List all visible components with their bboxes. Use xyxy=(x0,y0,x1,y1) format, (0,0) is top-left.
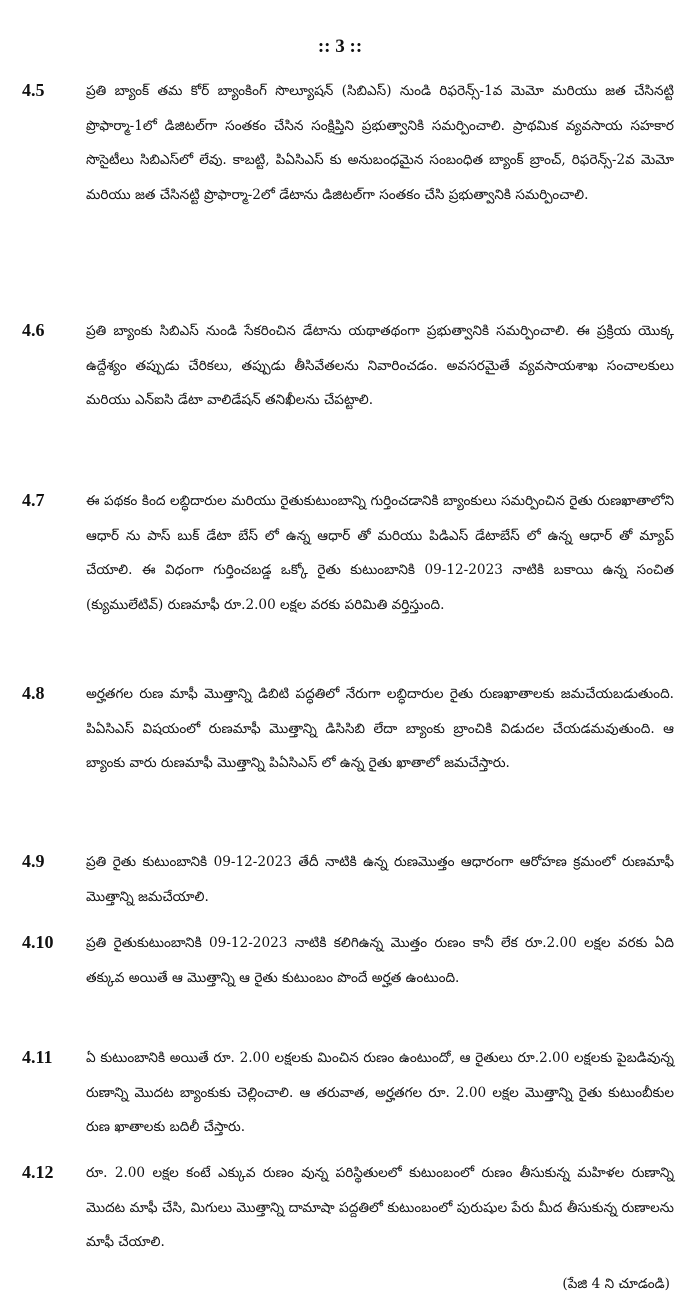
continued-note: (పేజి 4 ని చూడండి) xyxy=(562,1276,670,1292)
section-text: రూ. 2.00 లక్షల కంటే ఎక్కువ రుణం వున్న పరిస్థితులలో కుటుంబంలో రుణం తీసుకున్న మహిళల రుణాన్ని మొదట మాఫీ చేసి, మిగులు మొత్తాన్ని దామాషా పద్దతిలో కుటుంబంలో పురుషుల పేరు మీద తీసుకున్న రుణాలను మాఫీ చేయాలి. xyxy=(86,1165,674,1250)
section-number: 4.10 xyxy=(22,932,54,952)
section-number: 4.12 xyxy=(22,1162,54,1182)
section-number: 4.11 xyxy=(22,1047,53,1067)
section-number: 4.5 xyxy=(22,80,45,100)
section-text: ప్రతి బ్యాంక్ తమ కోర్ బ్యాంకింగ్ సొల్యూషన్ (సిబిఎస్) నుండి రిఫరెన్స్-1వ మెమో మరియు జత చేసినట్టి ప్రొఫార్మా-1లో డిజిటల్‌గా సంతకం చేసిన సంక్షిప్తిని ప్రభుత్వానికి సమర్పించాలి. ప్రాథమిక వ్యవసాయ సహకార సొసైటీలు సిబిఎస్‌లో లేవు. కాబట్టి, పిఏసిఎస్ కు అనుబంధమైన సంబంధిత బ్యాంక్ బ్రాంచ్, రిఫరెన్స్-2వ మెమో మరియు జత చేసినట్టి ప్రొఫార్మా-2లో డేటాను డిజిటల్‌గా సంతకం చేసి ప్రభుత్వానికి సమర్పించాలి. xyxy=(86,83,674,203)
section-number: 4.9 xyxy=(22,851,45,871)
section-number: 4.8 xyxy=(22,683,45,703)
section-number: 4.7 xyxy=(22,490,45,510)
page-number: :: 3 :: xyxy=(317,36,363,57)
section-text: ఈ పథకం కింద లబ్ధిదారుల మరియు రైతుకుటుంబాన్ని గుర్తించడానికి బ్యాంకులు సమర్పించిన రైతు రుణఖాతాలోని ఆధార్ ను పాస్ బుక్ డేటా బేస్ లో ఉన్న ఆధార్ తో మరియు పిడిఎస్ డేటాబేస్ లో ఉన్న ఆధార్ తో మ్యాప్ చేయాలి. ఈ విధంగా గుర్తించబడ్డ ఒక్కో రైతు కుటుంబానికి 09-12-2023 నాటికి బకాయి ఉన్న సంచిత (క్యుములేటివ్) రుణమాఫీ రూ.2.00 లక్షల వరకు పరిమితి వర్తిస్తుంది. xyxy=(86,493,674,613)
section-text: అర్హతగల రుణ మాఫీ మొత్తాన్ని డిబిటి పద్ధతిలో నేరుగా లబ్ధిదారుల రైతు రుణఖాతాలకు జమచేయబడుతుంది. పిఏసిఎస్ విషయంలో రుణమాఫీ మొత్తాన్ని డిసిసిబి లేదా బ్యాంకు బ్రాంచికి విడుదల చేయడమవుతుంది. ఆ బ్యాంకు వారు రుణమాఫీ మొత్తాన్ని పిఏసిఎస్ లో ఉన్న రైతు ఖాతాలో జమచేస్తారు. xyxy=(86,686,674,771)
section-text: ప్రతి రైతు కుటుంబానికి 09-12-2023 తేదీ నాటికి ఉన్న రుణమొత్తం ఆధారంగా ఆరోహణ క్రమంలో రుణమాఫీ మొత్తాన్ని జమచేయాలి. xyxy=(86,854,674,905)
section-text: ఏ కుటుంబానికి అయితే రూ. 2.00 లక్షలకు మించిన రుణం ఉంటుందో, ఆ రైతులు రూ.2.00 లక్షలకు పైబడివున్న రుణాన్ని మొదట బ్యాంకుకు చెల్లించాలి. ఆ తరువాత, అర్హతగల రూ. 2.00 లక్షల మొత్తాన్ని రైతు కుటుంబీకుల రుణ ఖాతాలకు బదిలీ చేస్తారు. xyxy=(86,1050,674,1135)
section-text: ప్రతి రైతుకుటుంబానికి 09-12-2023 నాటికి కలిగిఉన్న మొత్తం రుణం కానీ లేక రూ.2.00 లక్షల వరకు ఏది తక్కువ అయితే ఆ మొత్తాన్ని ఆ రైతు కుటుంబం పొందే అర్హత ఉంటుంది. xyxy=(86,935,674,986)
section-text: ప్రతి బ్యాంకు సిబిఎస్ నుండి సేకరించిన డేటాను యథాతథంగా ప్రభుత్వానికి సమర్పించాలి. ఈ ప్రక్రియ యొక్క ఉద్దేశ్యం తప్పుడు చేరికలు, తప్పుడు తీసివేతలను నివారించడం. అవసరమైతే వ్యవసాయశాఖ సంచాలకులు మరియు ఎన్ఐసి డేటా వాలిడేషన్ తనిఖీలను చేపట్టాలి. xyxy=(86,323,674,408)
section-number: 4.6 xyxy=(22,320,45,340)
